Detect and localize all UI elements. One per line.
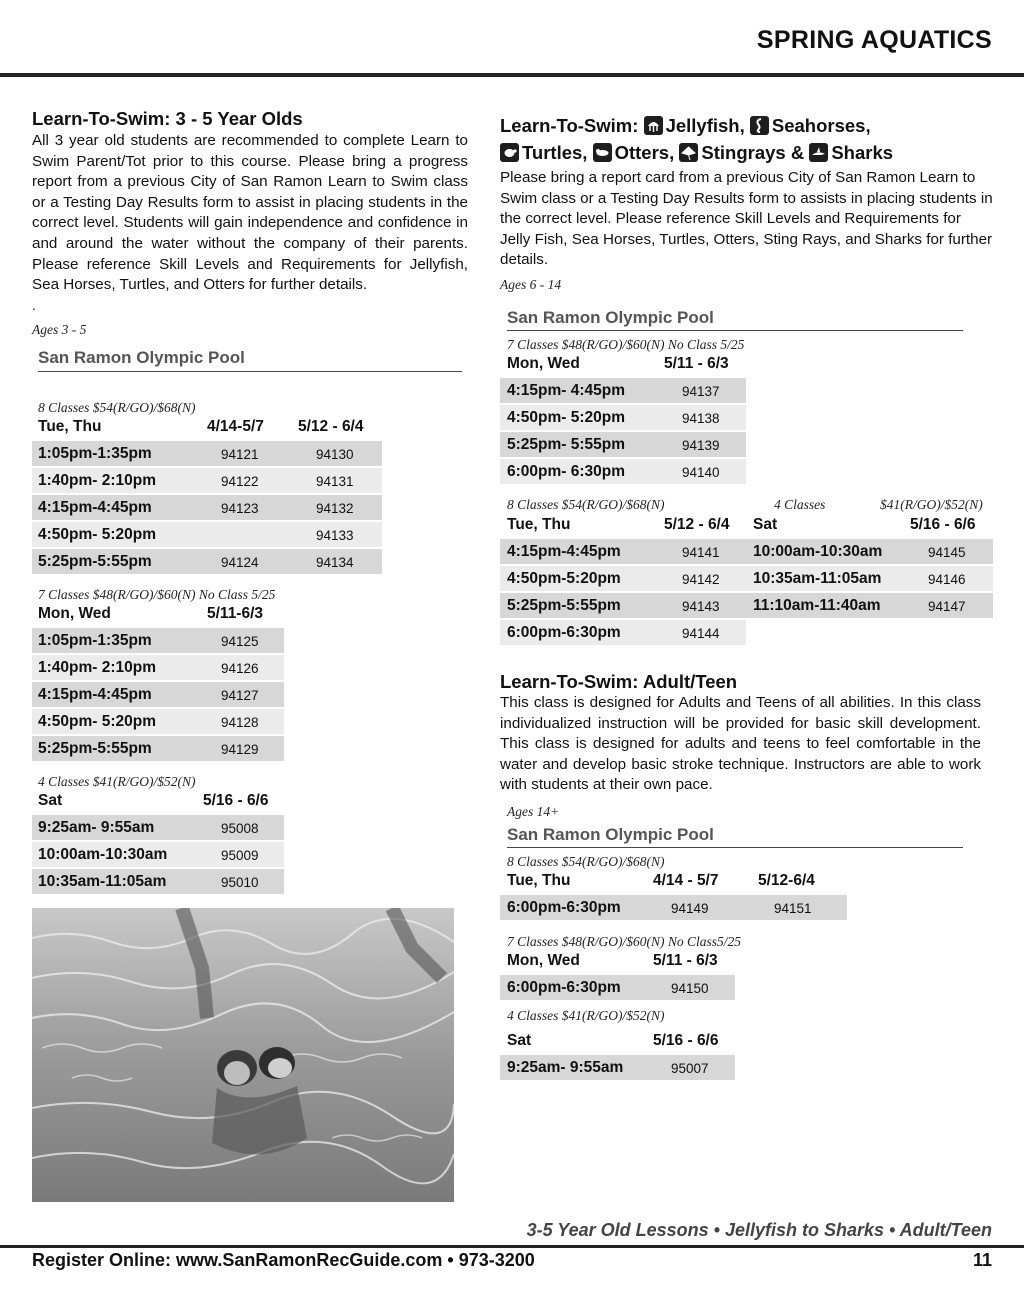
course-number: 95008 (221, 821, 259, 836)
table-row (32, 495, 382, 520)
table-row (32, 468, 382, 493)
turtles-label: Turtles, (522, 142, 588, 163)
table-row (500, 975, 735, 1000)
time: 4:15pm-4:45pm (38, 686, 152, 703)
course-number: 94147 (928, 599, 966, 614)
adult-t3-day: Sat (507, 1032, 532, 1049)
course-number: 94127 (221, 688, 259, 703)
footer-register: Register Online: www.SanRamonRecGuide.com • 973-3200 (32, 1250, 535, 1270)
course-number: 95009 (221, 848, 259, 863)
course-number: 94144 (682, 626, 720, 641)
pool-illustration (32, 908, 454, 1202)
course-number: 94126 (221, 661, 259, 676)
adult-t2-col1: 5/11 - 6/3 (653, 952, 718, 969)
footer-categories: 3-5 Year Old Lessons • Jellyfish to Sharks • Adult/Teen (526, 1220, 992, 1240)
time: 1:40pm- 2:10pm (38, 659, 157, 676)
adult-t1-col1: 4/14 - 5/7 (653, 872, 719, 889)
adult-t1-meta: 8 Classes $54(R/GO)/$68(N) (507, 854, 665, 869)
time: 4:50pm-5:20pm (507, 570, 621, 587)
course-number: 94122 (221, 474, 259, 489)
course-number: 94125 (221, 634, 259, 649)
course-number: 94142 (682, 572, 720, 587)
time: 5:25pm-5:55pm (507, 597, 621, 614)
table-row (32, 549, 382, 574)
right-description: Please bring a report card from a previous City of San Ramon Learn to Swim class or a Testing Day Results form to assists in placing students in the correct level. Please reference Skill Levels and Requirements for Jelly Fish, Sea Horses, Turtles, Otters, Sting Rays, and Sharks for further details. (500, 169, 993, 269)
right-t1-day: Mon, Wed (507, 355, 580, 372)
otter-icon (593, 143, 612, 162)
time: 4:50pm- 5:20pm (507, 409, 626, 426)
right-t2-col1: 5/12 - 6/4 (664, 516, 730, 533)
table-row (32, 709, 284, 734)
time: 5:25pm-5:55pm (38, 740, 152, 757)
course-number: 94132 (316, 501, 354, 516)
right-pool-name: San Ramon Olympic Pool (507, 308, 714, 327)
adult-ages: Ages 14+ (507, 804, 560, 819)
left-heading: Learn-To-Swim: 3 - 5 Year Olds (32, 108, 303, 129)
otters-label: Otters, (614, 142, 675, 163)
heading-prefix: Learn-To-Swim: (500, 115, 639, 136)
right-t3-meta-count: 4 Classes (774, 497, 826, 512)
table-row (32, 842, 284, 867)
time: 1:05pm-1:35pm (38, 445, 152, 462)
time: 11:10am-11:40am (753, 597, 881, 614)
adult-heading: Learn-To-Swim: Adult/Teen (500, 671, 738, 692)
footer-rule (0, 1245, 1024, 1248)
course-number: 94150 (671, 981, 709, 996)
page-title: SPRING AQUATICS (756, 26, 992, 54)
table-row (32, 628, 284, 653)
time: 1:40pm- 2:10pm (38, 472, 157, 489)
jellyfish-label: Jellyfish, (665, 115, 745, 136)
stingray-icon (679, 143, 698, 162)
table-row (32, 682, 284, 707)
right-ages: Ages 6 - 14 (500, 277, 562, 292)
table-row (500, 593, 746, 618)
left-t2-meta: 7 Classes $48(R/GO)/$60(N) No Class 5/25 (38, 587, 276, 602)
adult-pool-name: San Ramon Olympic Pool (507, 825, 714, 844)
seahorse-icon (750, 116, 769, 135)
table-row (32, 522, 382, 547)
time: 9:25am- 9:55am (38, 819, 155, 836)
table-row (32, 441, 382, 466)
stingrays-label: Stingrays & (701, 142, 805, 163)
course-number: 94149 (671, 901, 709, 916)
right-heading-line2 (500, 142, 893, 164)
jellyfish-icon (644, 116, 663, 135)
left-t1-col2: 5/12 - 6/4 (298, 418, 364, 435)
time: 10:00am-10:30am (753, 543, 883, 560)
table-row (500, 378, 746, 403)
time: 5:25pm-5:55pm (38, 553, 152, 570)
table-row (746, 539, 993, 564)
time: 6:00pm-6:30pm (507, 624, 621, 641)
course-number: 94129 (221, 742, 259, 757)
right-t2-meta: 8 Classes $54(R/GO)/$68(N) (507, 497, 665, 512)
time: 6:00pm-6:30pm (507, 979, 621, 996)
table-row (500, 432, 746, 457)
left-t2-day: Mon, Wed (38, 605, 111, 622)
turtle-icon (500, 143, 519, 162)
time: 5:25pm- 5:55pm (507, 436, 626, 453)
adult-t3-meta: 4 Classes $41(R/GO)/$52(N) (507, 1008, 665, 1023)
course-number: 94133 (316, 528, 354, 543)
course-number: 94138 (682, 411, 720, 426)
adult-t2-meta: 7 Classes $48(R/GO)/$60(N) No Class5/25 (507, 934, 742, 949)
table-row (500, 405, 746, 430)
time: 10:35am-11:05am (753, 570, 882, 587)
course-number: 94141 (682, 545, 720, 560)
adult-t2-day: Mon, Wed (507, 952, 580, 969)
table-row (500, 539, 746, 564)
time: 10:00am-10:30am (38, 846, 168, 863)
course-number: 94146 (928, 572, 966, 587)
course-number: 94123 (221, 501, 259, 516)
time: 1:05pm-1:35pm (38, 632, 152, 649)
page-number: 11 (972, 1250, 992, 1270)
course-number: 95007 (671, 1061, 709, 1076)
sharks-label: Sharks (831, 142, 894, 163)
seahorses-label: Seahorses, (771, 115, 871, 136)
course-number: 94128 (221, 715, 259, 730)
course-number: 94143 (682, 599, 720, 614)
left-t2-col1: 5/11-6/3 (207, 605, 264, 622)
right-t1-meta: 7 Classes $48(R/GO)/$60(N) No Class 5/25 (507, 337, 745, 352)
shark-icon (809, 143, 828, 162)
right-t2-day: Tue, Thu (507, 516, 571, 533)
course-number: 94131 (316, 474, 354, 489)
time: 4:15pm-4:45pm (38, 499, 152, 516)
time: 10:35am-11:05am (38, 873, 167, 890)
table-row (500, 895, 847, 920)
table-row (32, 655, 284, 680)
adult-description: This class is designed for Adults and Teens of all abilities. In this class individualized instruction will be provided for basic skill development. This class is designed for adults and teens to feel comfortable in the water and develop basic stroke technique. Instructors are able to work with students at their own pace. (500, 694, 981, 794)
course-number: 94151 (774, 901, 812, 916)
time: 9:25am- 9:55am (507, 1059, 624, 1076)
course-number: 94140 (682, 465, 720, 480)
right-t3-col1: 5/16 - 6/6 (910, 516, 976, 533)
course-number: 94139 (682, 438, 720, 453)
table-row (746, 593, 993, 618)
table-row (500, 459, 746, 484)
right-pool-rule (507, 330, 963, 331)
left-pool-name: San Ramon Olympic Pool (38, 348, 245, 367)
left-dot: . (32, 297, 36, 313)
left-t3-day: Sat (38, 792, 63, 809)
swim-photo (32, 908, 454, 1202)
course-number: 94121 (221, 447, 259, 462)
right-t3-day: Sat (753, 516, 778, 533)
course-number: 94145 (928, 545, 966, 560)
table-row (32, 736, 284, 761)
time: 4:15pm-4:45pm (507, 543, 621, 560)
left-t3-meta: 4 Classes $41(R/GO)/$52(N) (38, 774, 196, 789)
right-t1-col1: 5/11 - 6/3 (664, 355, 729, 372)
header-rule (0, 73, 1024, 77)
left-description: All 3 year old students are recommended to complete Learn to Swim Parent/Tot prior to this course. Please bring a progress report from a previous City of San Ramon Learn to Swim class or a Testing Day Results form to assist in placing students in the correct level. Students will gain independence and confidence in and around the water without the company of their parents. Please reference Skill Levels and Requirements for Jellyfish, Sea Horses, Turtles, and Otters for further details. (32, 132, 468, 294)
left-ages: Ages 3 - 5 (32, 322, 87, 337)
right-heading-line1 (500, 115, 871, 137)
course-number: 94124 (221, 555, 259, 570)
right-t3-meta-price: $41(R/GO)/$52(N) (880, 497, 983, 512)
adult-t1-col2: 5/12-6/4 (758, 872, 815, 889)
time: 4:15pm- 4:45pm (507, 382, 626, 399)
time: 6:00pm-6:30pm (507, 899, 621, 916)
table-row (32, 815, 284, 840)
table-row (500, 566, 746, 591)
table-row (500, 1055, 735, 1080)
adult-t1-day: Tue, Thu (507, 872, 571, 889)
left-t3-col1: 5/16 - 6/6 (203, 792, 269, 809)
adult-pool-rule (507, 847, 963, 848)
left-pool-rule (38, 371, 462, 372)
table-row (746, 566, 993, 591)
course-number: 94134 (316, 555, 354, 570)
left-t1-day: Tue, Thu (38, 418, 102, 435)
left-t1-col1: 4/14-5/7 (207, 418, 264, 435)
time: 4:50pm- 5:20pm (38, 713, 157, 730)
left-t1-meta: 8 Classes $54(R/GO)/$68(N) (38, 400, 196, 415)
course-number: 94130 (316, 447, 354, 462)
table-row (32, 869, 284, 894)
course-number: 94137 (682, 384, 720, 399)
adult-t3-col1: 5/16 - 6/6 (653, 1032, 719, 1049)
time: 6:00pm- 6:30pm (507, 463, 626, 480)
table-row (500, 620, 746, 645)
time: 4:50pm- 5:20pm (38, 526, 157, 543)
course-number: 95010 (221, 875, 259, 890)
